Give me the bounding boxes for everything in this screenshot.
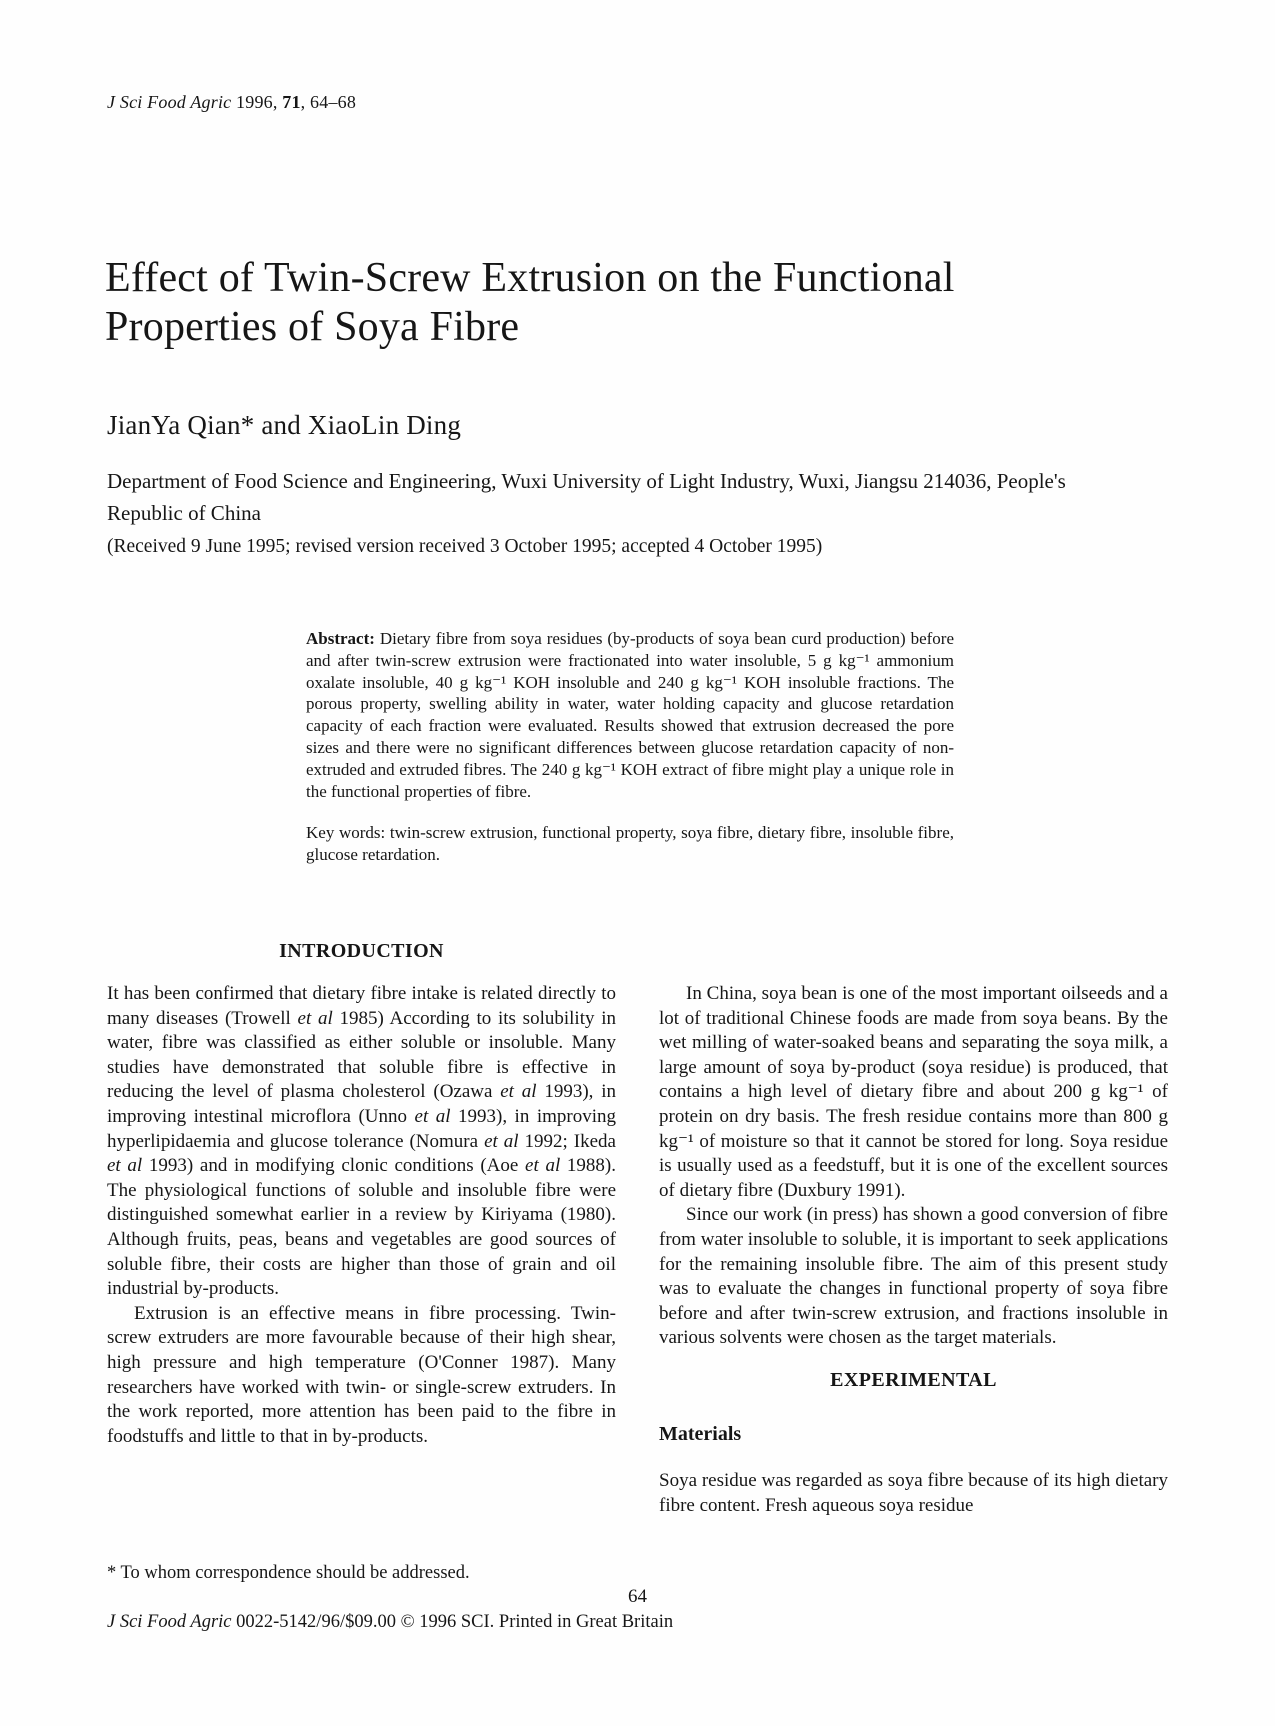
intro-paragraph-2: Extrusion is an effective means in fibre processing. Twin-screw extruders are more favourable because of their high shear, high pressure and high temperature (O'Conner 1987). Many researchers have worked with twin- or single-screw extruders. In the work reported, more attention has been paid to the fibre in foodstuffs and little to that in by-products. (107, 1302, 616, 1447)
journal-pages: , 64–68 (300, 92, 357, 112)
journal-year: 1996, (231, 92, 283, 112)
abstract-paragraph (306, 628, 954, 802)
introduction-heading: INTRODUCTION (279, 940, 444, 962)
left-column (107, 938, 616, 1449)
received-dates: (Received 9 June 1995; revised version received 3 October 1995; accepted 4 October 1995) (107, 536, 823, 557)
correspondence-footnote: * To whom correspondence should be addressed. (107, 1563, 470, 1583)
right-column (659, 982, 1168, 1518)
journal-header (107, 92, 356, 113)
journal-volume: 71 (282, 92, 301, 112)
page-number: 64 (628, 1586, 647, 1607)
intro-paragraph-4: Since our work (in press) has shown a good conversion of fibre from water insoluble to soluble, it is important to seek applications for the remaining insoluble fibre. The aim of this present study was to evaluate the changes in functional property of soya fibre before and after twin-screw extrusion, and fractions insoluble in various solvents were chosen as the target materials. (659, 1204, 1168, 1349)
imprint-line (107, 1612, 673, 1633)
keywords: Key words: twin-screw extrusion, functional property, soya fibre, dietary fibre, insoluble fibre, glucose retardation. (306, 823, 954, 865)
materials-heading: Materials (659, 1422, 742, 1445)
paper-title: Effect of Twin-Screw Extrusion on the Functional Properties of Soya Fibre (105, 255, 955, 350)
journal-name: J Sci Food Agric (107, 92, 232, 112)
intro-paragraph-1: It has been confirmed that dietary fibre intake is related directly to many diseases (Trowell et al 1985) According to its solubility in water, fibre was classified as either soluble or insoluble. Many studies have demonstrated that soluble fibre is effective in reducing the level of plasma cholesterol (Ozawa et al 1993), in improving intestinal microflora (Unno et al 1993), in improving hyperlipidaemia and glucose tolerance (Nomura et al 1992; Ikeda et al 1993) and in modifying clonic conditions (Aoe et al 1988). The physiological functions of soluble and insoluble fibre were distinguished somewhat earlier in a review by Kiriyama (1980). Although fruits, peas, beans and vegetables are good sources of soluble fibre, their costs are higher than those of grain and oil industrial by-products. (107, 983, 616, 1300)
abstract-text: Dietary fibre from soya residues (by-products of soya bean curd production) before and after twin-screw extrusion were fractionated into water insoluble, 5 g kg⁻¹ ammonium oxalate insoluble, 40 g kg⁻¹ KOH insoluble and 240 g kg⁻¹ KOH insoluble fractions. The porous property, swelling ability in water, water holding capacity and glucose retardation capacity of each fraction were evaluated. Results showed that extrusion decreased the pore sizes and there were no significant differences between glucose retardation capacity of non-extruded and extruded fibres. The 240 g kg⁻¹ KOH extract of fibre might play a unique role in the functional properties of fibre. (306, 629, 954, 801)
affiliation: Department of Food Science and Engineering, Wuxi University of Light Industry, Wuxi, Jiangsu 214036, People's Republic of China (107, 469, 1066, 525)
imprint-journal: J Sci Food Agric (107, 1612, 232, 1632)
materials-paragraph: Soya residue was regarded as soya fibre because of its high dietary fibre content. Fresh aqueous soya residue (659, 1469, 1168, 1516)
abstract-block (306, 628, 954, 866)
intro-paragraph-3: In China, soya bean is one of the most important oilseeds and a lot of traditional Chinese foods are made from soya beans. By the wet milling of water-soaked beans and separating the soya milk, a large amount of soya by-product (soya residue) is produced, that contains a high level of dietary fibre and about 200 g kg⁻¹ of protein on dry basis. The fresh residue contains more than 800 g kg⁻¹ of moisture so that it cannot be stored for long. Soya residue is usually used as a feedstuff, but it is one of the excellent sources of dietary fibre (Duxbury 1991). (659, 983, 1168, 1201)
experimental-heading: EXPERIMENTAL (830, 1368, 997, 1391)
authors-line: JianYa Qian* and XiaoLin Ding (107, 410, 462, 440)
abstract-label: Abstract: (306, 629, 375, 648)
imprint-rest: 0022-5142/96/$09.00 © 1996 SCI. Printed in Great Britain (231, 1612, 674, 1632)
